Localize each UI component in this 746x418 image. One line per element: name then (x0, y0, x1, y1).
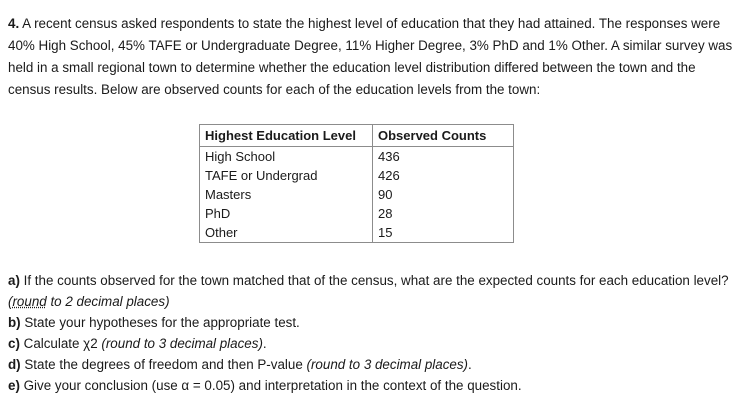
count-cell: 90 (373, 185, 514, 204)
question-b-label: b) (8, 315, 21, 330)
question-a-text: If the counts observed for the town matched that of the census, what are the expected counts for each education level? (19, 273, 729, 288)
header-education-level: Highest Education Level (200, 125, 373, 147)
question-number: 4. (8, 16, 20, 31)
level-cell: PhD (200, 204, 373, 223)
intro-text: A recent census asked respondents to state the highest level of education that they had attained. The responses were 40% High School, 45% TAFE or Undergraduate Degree, 11% Higher Degree, 3% PhD and 1% Other. A similar survey was held in a small regional town to determine whether the education level distribution differed between the town and the census results. Below are observed counts for each of the education levels from the town: (8, 16, 733, 97)
question-c-label: c) (8, 336, 20, 351)
table-row (200, 185, 514, 204)
question-a-note (8, 294, 170, 309)
question-a-label: a) (8, 273, 20, 288)
table-header-row (200, 125, 514, 147)
table-row (200, 223, 514, 243)
count-cell: 28 (373, 204, 514, 223)
level-cell: TAFE or Undergrad (200, 166, 373, 185)
question-c (8, 333, 738, 354)
question-intro (8, 13, 738, 101)
header-observed-counts: Observed Counts (373, 125, 514, 147)
question-a (8, 270, 738, 312)
level-cell: Masters (200, 185, 373, 204)
count-cell: 15 (373, 223, 514, 243)
count-cell: 426 (373, 166, 514, 185)
question-d-end: . (468, 357, 472, 372)
table-row (200, 147, 514, 167)
question-e (8, 375, 738, 396)
question-e-label: e) (8, 378, 20, 393)
observed-counts-table (199, 124, 514, 243)
question-d (8, 354, 738, 375)
question-d-label: d) (8, 357, 21, 372)
question-d-note: (round to 3 decimal places) (306, 357, 469, 372)
question-c-text: Calculate χ2 (19, 336, 102, 351)
table-row (200, 204, 514, 223)
note-open-paren: ( (8, 294, 13, 309)
question-c-end: . (262, 336, 267, 351)
question-b-text: State your hypotheses for the appropriate test. (20, 315, 300, 330)
question-c-note: (round to 3 decimal places) (101, 336, 263, 351)
note-round-word: round (12, 294, 47, 309)
question-b (8, 312, 738, 333)
question-list (8, 270, 738, 396)
question-d-text: State the degrees of freedom and then P-value (20, 357, 307, 372)
note-rest: to 2 decimal places) (46, 294, 170, 309)
count-cell: 436 (373, 147, 514, 167)
level-cell: High School (200, 147, 373, 167)
question-e-text: Give your conclusion (use α = 0.05) and interpretation in the context of the question. (19, 378, 522, 393)
level-cell: Other (200, 223, 373, 243)
table-row (200, 166, 514, 185)
